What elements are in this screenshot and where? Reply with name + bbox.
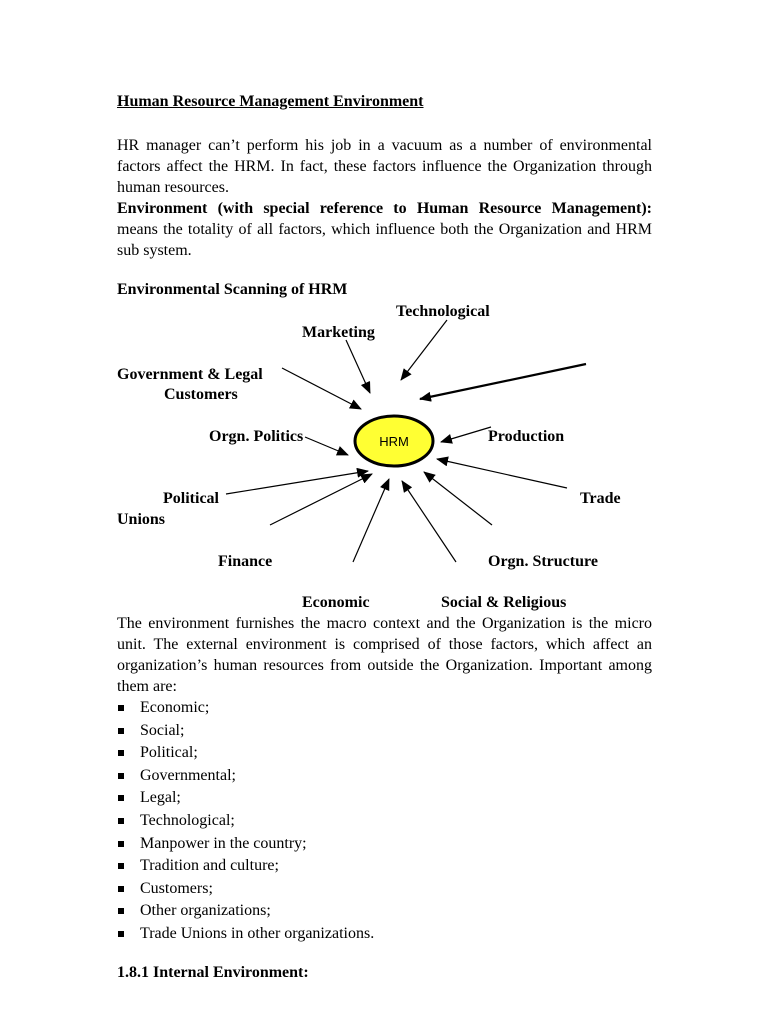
arrow-trade [437, 459, 567, 488]
label-social-religious: Social & Religious [441, 594, 567, 611]
bullet-icon [118, 886, 124, 892]
arrow-production [441, 427, 491, 442]
bullet-icon [118, 818, 124, 824]
list-item: Governmental; [117, 765, 374, 788]
label-customers: Customers [164, 386, 238, 403]
arrow-top-right [420, 364, 586, 399]
label-orgn-politics: Orgn. Politics [209, 428, 304, 445]
intro-paragraph: HR manager can’t perform his job in a vacuum as a number of environmental factors affect the HRM. In fact, these factors influence the Organization through human resources. [117, 137, 652, 196]
arrow-finance [353, 479, 389, 562]
list-item: Legal; [117, 787, 374, 810]
list-item: Customers; [117, 878, 374, 901]
label-orgn-structure: Orgn. Structure [488, 553, 598, 570]
arrow-technological [401, 320, 447, 380]
label-finance: Finance [218, 553, 273, 570]
external-environment-paragraph: The environment furnishes the macro context and the Organization is the micro unit. The external environment is comprised of those factors, which affect an organization’s human resources from outside the Organization. Important among them are: [117, 615, 652, 695]
bullet-icon [118, 705, 124, 711]
bullet-icon [118, 841, 124, 847]
arrow-economic [402, 481, 456, 562]
diagram-heading: Environmental Scanning of HRM [117, 281, 348, 298]
list-item: Tradition and culture; [117, 855, 374, 878]
arrow-orgn-structure [424, 472, 492, 525]
list-item: Trade Unions in other organizations. [117, 923, 374, 946]
hrm-label: HRM [379, 434, 409, 449]
page-title: Human Resource Management Environment [117, 93, 424, 110]
label-political: Political [163, 490, 219, 507]
label-government-legal: Government & Legal [117, 366, 263, 383]
factor-list [117, 697, 374, 946]
arrow-unions [270, 474, 372, 525]
label-marketing: Marketing [302, 324, 375, 341]
arrow-government [282, 368, 361, 409]
bullet-icon [118, 795, 124, 801]
bullet-icon [118, 931, 124, 937]
definition-text: means the totality of all factors, which influence both the Organization and HRM sub system. [117, 221, 652, 259]
bullet-icon [118, 908, 124, 914]
list-item: Other organizations; [117, 900, 374, 923]
arrow-orgn-politics [305, 437, 348, 455]
arrow-political [226, 471, 368, 494]
label-economic: Economic [302, 594, 370, 611]
list-item: Manpower in the country; [117, 833, 374, 856]
label-production: Production [488, 428, 565, 445]
list-item: Economic; [117, 697, 374, 720]
bullet-icon [118, 750, 124, 756]
label-unions: Unions [117, 511, 166, 528]
list-item: Social; [117, 720, 374, 743]
section-heading-internal-environment: 1.8.1 Internal Environment: [117, 964, 309, 981]
arrow-marketing [346, 340, 370, 393]
label-trade: Trade [580, 490, 621, 507]
definition-term: Environment (with special reference to Human Resource Management): [117, 200, 652, 217]
bullet-icon [118, 728, 124, 734]
list-item: Technological; [117, 810, 374, 833]
label-technological: Technological [396, 303, 490, 320]
bullet-icon [118, 773, 124, 779]
bullet-icon [118, 863, 124, 869]
list-item: Political; [117, 742, 374, 765]
